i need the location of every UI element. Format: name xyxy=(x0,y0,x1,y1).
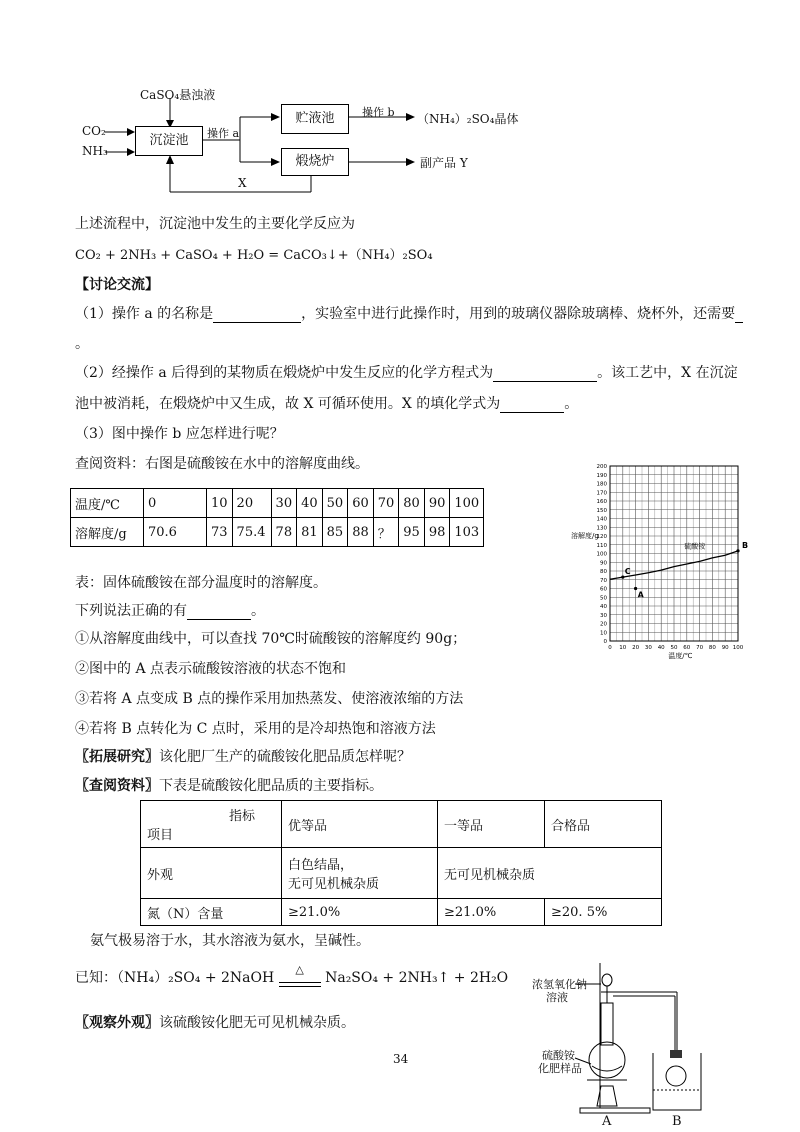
sample-label-2: 化肥样品 xyxy=(538,1062,582,1075)
ammonia-note: 氨气极易溶于水，其水溶液为氨水，呈碱性。 xyxy=(90,933,370,949)
option-3: ③若将 A 点变成 B 点的操作采用加热蒸发、使溶液浓缩的方法 xyxy=(75,691,464,707)
reaction-arrow xyxy=(279,963,321,987)
lookup-text: 下表是硫酸铵化肥品质的主要指标。 xyxy=(159,778,383,794)
answer-blank-1[interactable] xyxy=(213,322,301,323)
table-row xyxy=(71,518,484,547)
x-tick-label: 90 xyxy=(721,645,729,651)
known-prefix: 已知：（NH₄）₂SO₄ + 2NaOH xyxy=(75,970,275,986)
op-b-label: 操作 b xyxy=(362,106,395,119)
nh3-label: NH₃ xyxy=(82,144,108,158)
lookup-info xyxy=(75,775,383,795)
table-row xyxy=(141,848,662,899)
product-label: （NH₄）₂SO₄晶体 xyxy=(417,112,519,126)
q2-part-a: （2）经操作 a 后得到的某物质在煅烧炉中发生反应的化学方程式为 xyxy=(75,365,494,381)
naoh-label-1: 浓氢氧化钠 xyxy=(532,978,587,991)
table-cell: 70.6 xyxy=(144,518,207,547)
answer-blank-4[interactable] xyxy=(500,412,564,413)
question-2-cont xyxy=(75,393,578,413)
cell-line: 无可见机械杂质 xyxy=(288,877,380,892)
table-cell: 88 xyxy=(348,518,374,547)
y-tick-label: 170 xyxy=(596,490,607,497)
table-cell: 81 xyxy=(297,518,323,547)
table-cell: ≥21.0% xyxy=(282,899,438,926)
table-corner-cell xyxy=(141,801,282,848)
y-tick-label: 180 xyxy=(596,481,607,488)
table-cell: 85 xyxy=(322,518,348,547)
table-cell: 78 xyxy=(271,518,297,547)
y-tick-label: 60 xyxy=(600,586,607,593)
solubility-chart xyxy=(565,456,755,660)
intro-text: 上述流程中，沉淀池中发生的主要化学反应为 xyxy=(75,216,355,232)
table-cell: 优等品 xyxy=(282,801,438,848)
table-cell: 无可见机械杂质 xyxy=(438,848,662,899)
expand-text: 该化肥厂生产的硫酸铵化肥品质怎样呢？ xyxy=(159,749,411,765)
answer-blank-2[interactable] xyxy=(735,322,743,323)
solubility-table xyxy=(70,488,484,547)
table-cell: 90 xyxy=(424,489,450,518)
q2-part-b: 。该工艺中，X 在沉淀 xyxy=(597,365,738,381)
y-tick-label: 20 xyxy=(600,621,607,628)
y-tick-label: 0 xyxy=(603,639,607,645)
y-tick-label: 130 xyxy=(596,525,607,532)
furnace-box: 煅烧炉 xyxy=(281,148,349,176)
choose-question xyxy=(75,600,265,620)
table-cell: 80 xyxy=(399,489,425,518)
table-cell: 外观 xyxy=(141,848,282,899)
q2-end: 。 xyxy=(564,396,579,412)
q1-part-b: ，实验室中进行此操作时，用到的玻璃仪器除玻璃棒、烧杯外，还需要 xyxy=(301,306,736,322)
x-tick-label: 50 xyxy=(670,645,678,651)
apparatus-label-b: B xyxy=(672,1114,682,1129)
byproduct-label: 副产品 Y xyxy=(420,156,468,170)
table-row xyxy=(71,489,484,518)
x-tick-label: 60 xyxy=(683,645,691,651)
reference-text: 查阅资料：右图是硫酸铵在水中的溶解度曲线。 xyxy=(75,456,369,472)
x-tick-label: 0 xyxy=(608,645,612,651)
table-cell: 30 xyxy=(271,489,297,518)
point-label: B xyxy=(742,540,749,550)
x-tick-label: 100 xyxy=(732,645,744,651)
y-tick-label: 90 xyxy=(600,560,607,567)
table-cell: 70 xyxy=(373,489,399,518)
discussion-heading: 【讨论交流】 xyxy=(75,277,159,293)
page-number: 34 xyxy=(393,1052,409,1066)
settle-tank-box: 沉淀池 xyxy=(135,126,203,156)
table-caption: 表：固体硫酸铵在部分温度时的溶解度。 xyxy=(75,575,327,591)
table-cell: 温度/℃ xyxy=(71,489,144,518)
y-tick-label: 120 xyxy=(596,534,607,540)
x-tick-label: 80 xyxy=(708,645,716,651)
table-cell: 103 xyxy=(450,518,484,547)
table-cell: 10 xyxy=(207,489,233,518)
q2-part-c: 池中被消耗，在煅烧炉中又生成，故 X 可循环使用。X 的填化学式为 xyxy=(75,396,501,412)
y-tick-label: 10 xyxy=(600,630,607,637)
y-tick-label: 140 xyxy=(596,516,607,523)
y-tick-label: 160 xyxy=(596,499,607,505)
equation-1: CO₂ + 2NH₃ + CaSO₄ + H₂O = CaCO₃↓+（NH₄）₂SO₄ xyxy=(75,248,433,263)
x-axis-label: 温度/℃ xyxy=(668,652,693,660)
quality-table xyxy=(140,800,662,926)
table-cell: 60 xyxy=(348,489,374,518)
table-cell: 50 xyxy=(322,489,348,518)
x-tick-label: 20 xyxy=(632,645,640,651)
table-cell: 溶解度/g xyxy=(71,518,144,547)
y-tick-label: 190 xyxy=(596,472,607,479)
x-tick-label: 70 xyxy=(696,645,704,651)
table-cell: 95 xyxy=(399,518,425,547)
observe-heading: 〖观察外观〗 xyxy=(75,1015,159,1031)
sample-label-1: 硫酸铵 xyxy=(542,1049,575,1062)
q1-end: 。 xyxy=(75,336,89,352)
apparatus-label-a: A xyxy=(602,1114,612,1129)
equals-sign xyxy=(279,982,321,987)
caso4-label: CaSO₄悬浊液 xyxy=(140,88,216,102)
x-tick-label: 10 xyxy=(619,645,627,651)
table-cell xyxy=(282,848,438,899)
corner-bottom: 项目 xyxy=(147,828,174,843)
y-tick-label: 150 xyxy=(596,507,607,514)
option-1: ①从溶解度曲线中，可以查找 70℃时硫酸铵的溶解度约 90g； xyxy=(75,631,467,647)
heat-symbol: △ xyxy=(295,963,304,976)
choose-end: 。 xyxy=(251,603,265,619)
curve-label: 硫酸铵 xyxy=(684,542,706,551)
table-cell: 一等品 xyxy=(438,801,545,848)
y-tick-label: 110 xyxy=(596,542,607,549)
cell-line: 白色结晶， xyxy=(288,858,354,873)
x-tick-label: 40 xyxy=(657,645,665,651)
expand-heading: 〖拓展研究〗 xyxy=(75,749,159,765)
y-tick-label: 80 xyxy=(600,569,607,575)
known-suffix: Na₂SO₄ + 2NH₃↑ + 2H₂O xyxy=(325,970,509,986)
y-tick-label: 100 xyxy=(596,551,607,558)
option-2: ②图中的 A 点表示硫酸铵溶液的状态不饱和 xyxy=(75,661,347,677)
table-row xyxy=(141,899,662,926)
co2-label: CO₂ xyxy=(82,124,106,138)
y-tick-label: 40 xyxy=(600,604,607,610)
question-1 xyxy=(75,303,743,323)
table-cell: 75.4 xyxy=(232,518,271,547)
table-cell: ≥21.0% xyxy=(438,899,545,926)
table-row xyxy=(141,801,662,848)
op-a-label: 操作 a xyxy=(207,127,240,140)
table-cell: 20 xyxy=(232,489,271,518)
observe-text: 该硫酸铵化肥无可见机械杂质。 xyxy=(159,1015,355,1031)
table-cell: 合格品 xyxy=(545,801,662,848)
y-tick-label: 50 xyxy=(600,595,607,602)
answer-blank-3[interactable] xyxy=(493,381,597,382)
point-b xyxy=(736,549,739,552)
corner-top: 指标 xyxy=(228,809,255,824)
question-3: （3）图中操作 b 应怎样进行呢？ xyxy=(75,426,284,442)
question-2 xyxy=(75,362,738,382)
table-cell: ？ xyxy=(373,518,399,547)
expand-research xyxy=(75,746,411,766)
y-tick-label: 30 xyxy=(600,612,607,619)
observe-appearance xyxy=(75,1012,355,1032)
x-label: X xyxy=(238,176,247,190)
point-label: A xyxy=(637,590,644,600)
x-tick-label: 30 xyxy=(644,645,652,651)
table-cell: 0 xyxy=(144,489,207,518)
y-axis-label: 溶解度/g xyxy=(571,531,599,540)
storage-tank-box: 贮液池 xyxy=(281,104,349,134)
table-cell: 73 xyxy=(207,518,233,547)
y-tick-label: 200 xyxy=(596,464,607,470)
lookup-heading: 〖查阅资料〗 xyxy=(75,778,159,794)
answer-blank-5[interactable] xyxy=(187,619,251,620)
choose-text: 下列说法正确的有 xyxy=(75,603,187,619)
table-cell: 40 xyxy=(297,489,323,518)
option-4: ④若将 B 点转化为 C 点时，采用的是冷却热饱和溶液方法 xyxy=(75,721,436,737)
point-label: C xyxy=(624,567,631,577)
table-cell: 98 xyxy=(424,518,450,547)
q1-part-a: （1）操作 a 的名称是 xyxy=(75,306,214,322)
y-tick-label: 70 xyxy=(600,577,607,584)
table-cell: 100 xyxy=(450,489,484,518)
table-cell: 氮（N）含量 xyxy=(141,899,282,926)
table-cell: ≥20. 5% xyxy=(545,899,662,926)
known-equation xyxy=(75,963,509,987)
naoh-label-2: 溶液 xyxy=(546,991,568,1004)
